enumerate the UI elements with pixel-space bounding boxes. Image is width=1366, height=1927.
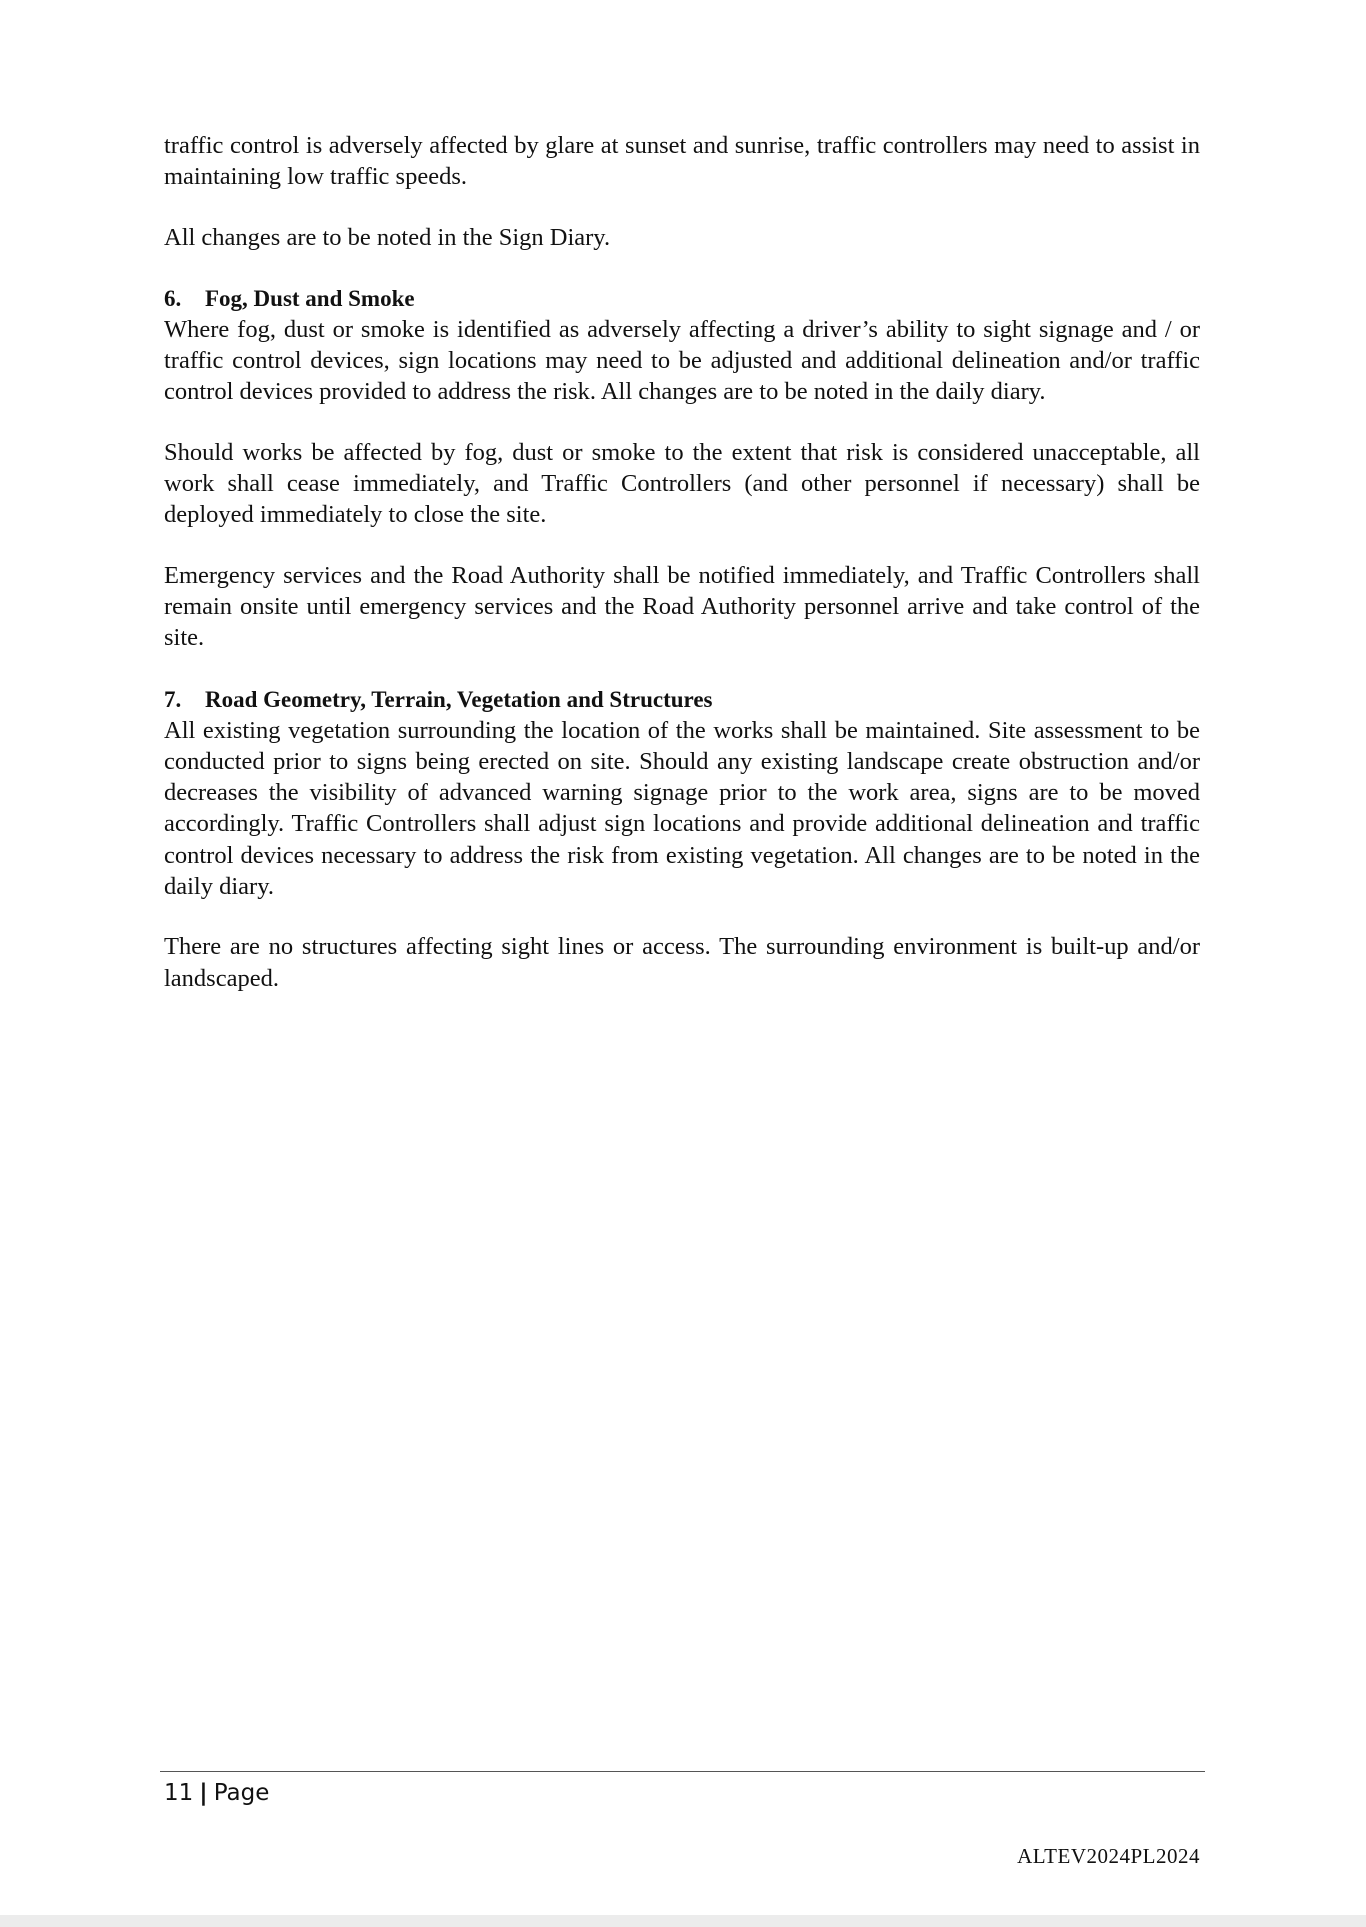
- page-label: Page: [213, 1780, 270, 1806]
- document-code: ALTEV2024PL2024: [1017, 1844, 1200, 1868]
- section-6-heading: [164, 283, 1200, 314]
- section-6-title: Fog, Dust and Smoke: [205, 285, 415, 311]
- footer-divider: [160, 1771, 1205, 1772]
- page-body: [164, 130, 1200, 994]
- section-6-paragraph-3: Emergency services and the Road Authority shall be notified immediately, and Traffic Controllers shall remain onsite until emergency services and the Road Authority personnel arrive and take control of the site.: [164, 561, 1200, 652]
- section-7-paragraph-2: There are no structures affecting sight lines or access. The surrounding environment is built-up and/or landscaped.: [164, 933, 1200, 992]
- section-7-paragraph-1: All existing vegetation surrounding the location of the works shall be maintained. Site assessment to be conducted prior to signs being erected on site. Should any existing landscape create obstruction and/or decreases the visibility of advanced warning signage prior to the work area, signs are to be moved accordingly. Traffic Controllers shall adjust sign locations and provide additional delineation and traffic control devices necessary to address the risk from existing vegetation. All changes are to be noted in the daily diary.: [164, 716, 1200, 901]
- page-bottom-edge: [0, 1915, 1366, 1927]
- section-6-number: 6.: [164, 285, 182, 311]
- intro-paragraph-1: traffic control is adversely affected by glare at sunset and sunrise, traffic controllers may need to assist in maintaining low traffic speeds.: [164, 132, 1200, 191]
- section-7-title: Road Geometry, Terrain, Vegetation and Structures: [205, 686, 713, 712]
- section-6-paragraph-1: Where fog, dust or smoke is identified as adversely affecting a driver’s ability to sight signage and / or traffic control devices, sign locations may need to be adjusted and additional delineation and/or traffic control devices provided to address the risk. All changes are to be noted in the daily diary.: [164, 315, 1200, 406]
- page-number: 11: [164, 1780, 194, 1806]
- section-7-heading: [164, 684, 1200, 715]
- page-separator: |: [199, 1780, 208, 1806]
- intro-paragraph-2: All changes are to be noted in the Sign Diary.: [164, 223, 611, 251]
- page-number-footer: [164, 1778, 269, 1808]
- section-6-paragraph-2: Should works be affected by fog, dust or smoke to the extent that risk is considered unacceptable, all work shall cease immediately, and Traffic Controllers (and other personnel if necessary) shall be deployed immediately to close the site.: [164, 438, 1200, 529]
- section-7-number: 7.: [164, 686, 182, 712]
